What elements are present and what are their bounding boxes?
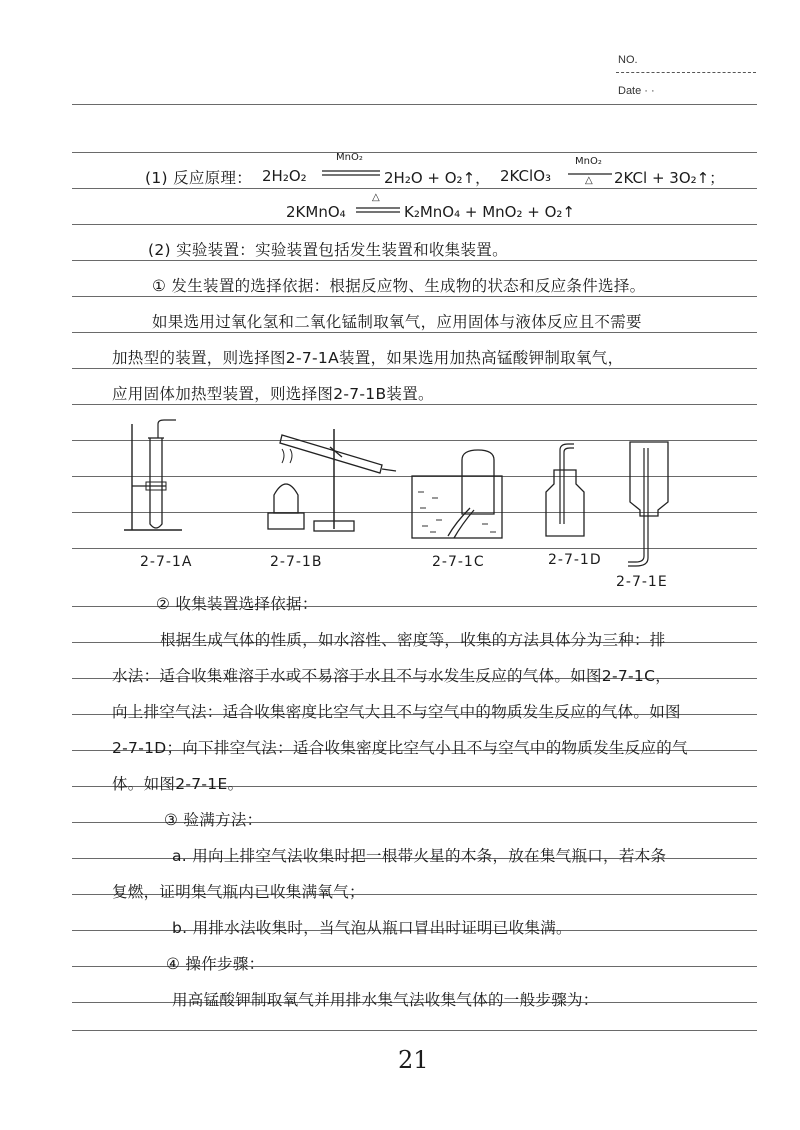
text-line: 向上排空气法：适合收集密度比空气大且不与空气中的物质发生反应的气体。如图	[112, 703, 681, 721]
text-line: 如果选用过氧化氢和二氧化锰制取氧气，应用固体与液体反应且不需要	[152, 313, 642, 331]
formula-kclo3-catalyst-bottom: △	[585, 175, 593, 186]
formula-kmno4-left: 2KMnO₄	[286, 203, 346, 221]
formula-h2o2-left: 2H₂O₂	[262, 167, 307, 185]
text-line: ④ 操作步骤：	[166, 955, 265, 973]
figure-label-d: 2-7-1D	[548, 552, 602, 568]
header-no-label: NO.	[618, 54, 638, 66]
figure-label-c: 2-7-1C	[432, 554, 485, 570]
text-line: 加热型的装置，则选择图2-7-1A装置，如果选用加热高锰酸钾制取氧气，	[112, 349, 624, 367]
text-line: 应用固体加热型装置，则选择图2-7-1B装置。	[112, 385, 434, 403]
text-line: ③ 验满方法：	[164, 811, 263, 829]
figure-label-b: 2-7-1B	[270, 554, 323, 570]
formula-kmno4-heat: △	[372, 192, 380, 203]
text-line: 复燃，证明集气瓶内已收集满氧气；	[112, 883, 365, 901]
ruled-line	[72, 368, 757, 369]
ruled-line	[72, 104, 757, 105]
text-line: ① 发生装置的选择依据：根据反应物、生成物的状态和反应条件选择。	[152, 277, 646, 295]
apparatus-d-drawing	[540, 440, 590, 540]
formula-kclo3-left: 2KClO₃	[500, 167, 552, 185]
text-line: 根据生成气体的性质，如水溶性、密度等，收集的方法具体分为三种：排	[160, 631, 666, 649]
formula-kclo3-right: 2KCl + 3O₂↑；	[614, 169, 725, 187]
formula-h2o2-right: 2H₂O + O₂↑，	[384, 169, 491, 187]
text-line: 用高锰酸钾制取氧气并用排水集气法收集气体的一般步骤为：	[172, 991, 599, 1009]
page-number: 21	[398, 1046, 429, 1074]
text-line: 2-7-1D；向下排空气法：适合收集密度比空气小且不与空气中的物质发生反应的气	[112, 739, 688, 757]
principle-label: (1) 反应原理：	[145, 169, 253, 187]
header-date-label: Date · ·	[618, 85, 655, 97]
ruled-line	[72, 1030, 757, 1031]
apparatus-a-drawing	[120, 418, 190, 540]
apparatus-e-drawing	[624, 438, 674, 568]
double-arrow-line	[322, 168, 380, 178]
formula-kmno4-right: K₂MnO₄ + MnO₂ + O₂↑	[404, 203, 575, 221]
figure-label-a: 2-7-1A	[140, 554, 193, 570]
apparatus-c-drawing	[408, 448, 508, 540]
text-line: (2) 实验装置：实验装置包括发生装置和收集装置。	[148, 241, 508, 259]
ruled-line	[72, 296, 757, 297]
formula-h2o2-catalyst: MnO₂	[336, 152, 363, 163]
text-line: ② 收集装置选择依据：	[156, 595, 318, 613]
ruled-line	[72, 404, 757, 405]
double-arrow-line	[356, 205, 400, 215]
text-line: b. 用排水法收集时，当气泡从瓶口冒出时证明已收集满。	[172, 919, 572, 937]
ruled-line	[72, 152, 757, 153]
header-dash-line	[616, 72, 756, 73]
text-line: a. 用向上排空气法收集时把一根带火星的木条，放在集气瓶口，若木条	[172, 847, 667, 865]
text-line: 水法：适合收集难溶于水或不易溶于水且不与水发生反应的气体。如图2-7-1C，	[112, 667, 671, 685]
ruled-line	[72, 332, 757, 333]
ruled-line	[72, 224, 757, 225]
ruled-line	[72, 260, 757, 261]
figure-label-e: 2-7-1E	[616, 574, 668, 590]
text-line: 体。如图2-7-1E。	[112, 775, 244, 793]
ruled-line	[72, 188, 757, 189]
apparatus-b-drawing	[262, 425, 402, 540]
formula-kclo3-catalyst-top: MnO₂	[575, 156, 602, 167]
